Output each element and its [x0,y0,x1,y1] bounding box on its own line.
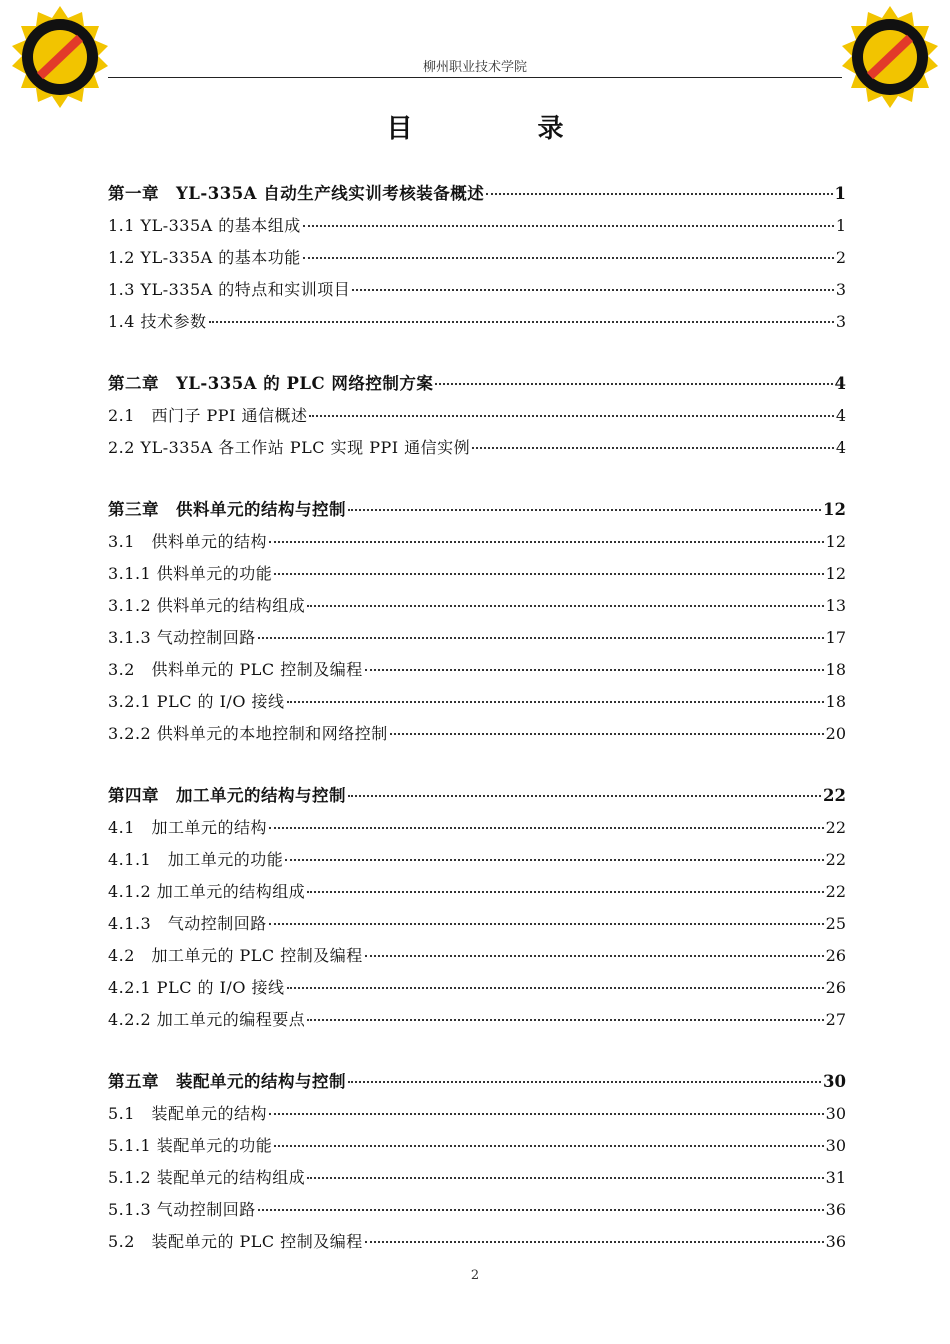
toc-entry-page: 22 [823,786,846,805]
toc-entry-label: 5.1.3 气动控制回路 [108,1200,256,1219]
toc-entry[interactable] [108,558,846,590]
toc-leader-dots [258,1209,824,1211]
toc-chapter-entry[interactable] [108,1066,846,1098]
toc-entry-label: 5.1.2 装配单元的结构组成 [108,1168,306,1187]
toc-chapter-entry[interactable] [108,780,846,812]
toc-entry-label: 2.2 YL-335A 各工作站 PLC 实现 PPI 通信实例 [108,438,471,457]
toc-entry-page: 3 [835,280,846,299]
toc-entry-label: 第一章 YL-335A 自动生产线实训考核装备概述 [108,184,485,203]
toc-entry-page: 30 [823,1072,846,1091]
toc-entry[interactable] [108,686,846,718]
toc-leader-dots [486,193,832,195]
toc-entry[interactable] [108,1130,846,1162]
toc-leader-dots [307,891,823,893]
toc-entry-page: 4 [835,438,846,457]
toc-entry-page: 12 [823,500,846,519]
toc-entry-label: 1.1 YL-335A 的基本组成 [108,216,301,235]
toc-entry-page: 18 [825,660,846,679]
page-number: 2 [470,1268,480,1283]
toc-leader-dots [303,257,834,259]
toc-leader-dots [303,225,834,227]
toc-entry-page: 2 [835,248,846,267]
toc-leader-dots [269,541,824,543]
toc-entry[interactable] [108,1194,846,1226]
toc-entry-page: 22 [825,850,846,869]
toc-entry[interactable] [108,718,846,750]
toc-entry[interactable] [108,844,846,876]
toc-leader-dots [285,859,823,861]
toc-leader-dots [274,573,823,575]
toc-entry-page: 4 [834,374,846,393]
toc-entry-label: 4.1.3 气动控制回路 [108,914,267,933]
toc-entry[interactable] [108,1098,846,1130]
toc-entry-page: 18 [825,692,846,711]
toc-entry-label: 5.1.1 装配单元的功能 [108,1136,273,1155]
toc-leader-dots [287,987,824,989]
toc-entry[interactable] [108,876,846,908]
toc-entry-label: 第五章 装配单元的结构与控制 [108,1072,346,1091]
seal-logo-right [834,4,946,116]
toc-entry[interactable] [108,590,846,622]
toc-leader-dots [390,733,824,735]
toc-leader-dots [352,289,834,291]
toc-chapter-entry[interactable] [108,178,846,210]
toc-entry-page: 22 [825,882,846,901]
toc-entry-label: 5.2 装配单元的 PLC 控制及编程 [108,1232,363,1251]
toc-entry[interactable] [108,1162,846,1194]
toc-entry-page: 22 [825,818,846,837]
toc-leader-dots [209,321,834,323]
toc-entry-label: 第二章 YL-335A 的 PLC 网络控制方案 [108,374,434,393]
toc-entry[interactable] [108,210,846,242]
toc-entry[interactable] [108,242,846,274]
toc-leader-dots [258,637,824,639]
toc-entry[interactable] [108,432,846,464]
toc-entry-label: 4.1 加工单元的结构 [108,818,267,837]
toc-entry-label: 3.2.1 PLC 的 I/O 接线 [108,692,285,711]
toc-entry-label: 1.3 YL-335A 的特点和实训项目 [108,280,351,299]
toc-leader-dots [348,509,821,511]
toc-entry-label: 4.2.2 加工单元的编程要点 [108,1010,306,1029]
toc-entry-page: 1 [834,184,846,203]
toc-entry-page: 31 [825,1168,846,1187]
toc-entry-label: 1.2 YL-335A 的基本功能 [108,248,301,267]
toc-entry-page: 30 [825,1104,846,1123]
toc-entry-page: 30 [825,1136,846,1155]
toc-entry-label: 4.2.1 PLC 的 I/O 接线 [108,978,285,997]
toc-entry-page: 26 [825,946,846,965]
toc-entry-label: 3.1 供料单元的结构 [108,532,267,551]
toc-entry-label: 第四章 加工单元的结构与控制 [108,786,346,805]
toc-entry-page: 13 [825,596,846,615]
toc-entry-label: 4.1.2 加工单元的结构组成 [108,882,306,901]
toc-entry-page: 1 [835,216,846,235]
toc-entry-label: 第三章 供料单元的结构与控制 [108,500,346,519]
toc-entry-page: 4 [835,406,846,425]
toc-leader-dots [307,1019,823,1021]
header-rule [108,77,842,78]
toc-entry-page: 26 [825,978,846,997]
toc-leader-dots [307,605,823,607]
toc-entry-page: 12 [825,564,846,583]
toc-chapter-entry[interactable] [108,494,846,526]
toc-entry-label: 2.1 西门子 PPI 通信概述 [108,406,308,425]
toc-leader-dots [269,923,824,925]
toc-entry-label: 3.1.2 供料单元的结构组成 [108,596,306,615]
toc-leader-dots [348,795,821,797]
toc-leader-dots [365,669,824,671]
toc-leader-dots [287,701,824,703]
toc-entry[interactable] [108,1226,846,1258]
toc-entry-label: 3.1.3 气动控制回路 [108,628,256,647]
toc-entry[interactable] [108,940,846,972]
page-header: 柳州职业技术学院 [422,60,527,75]
toc-leader-dots [435,383,832,385]
toc-leader-dots [269,827,824,829]
toc-entry[interactable] [108,1004,846,1036]
toc-entry-label: 5.1 装配单元的结构 [108,1104,267,1123]
toc-leader-dots [309,415,833,417]
toc-leader-dots [365,955,824,957]
toc-entry-page: 36 [825,1200,846,1219]
toc-entry-page: 17 [825,628,846,647]
toc-entry-label: 3.2 供料单元的 PLC 控制及编程 [108,660,363,679]
toc-entry[interactable] [108,274,846,306]
toc-entry-page: 3 [835,312,846,331]
toc-entry-page: 25 [825,914,846,933]
toc-leader-dots [274,1145,823,1147]
toc-entry-page: 36 [825,1232,846,1251]
toc-entry[interactable] [108,654,846,686]
toc-entry-label: 3.2.2 供料单元的本地控制和网络控制 [108,724,388,743]
toc-leader-dots [472,447,834,449]
toc-entry[interactable] [108,908,846,940]
toc-entry-label: 4.2 加工单元的 PLC 控制及编程 [108,946,363,965]
toc-entry-label: 1.4 技术参数 [108,312,207,331]
toc-leader-dots [307,1177,823,1179]
toc-chapter-entry[interactable] [108,368,846,400]
toc-leader-dots [269,1113,824,1115]
toc-entry[interactable] [108,306,846,338]
toc-entry[interactable] [108,400,846,432]
seal-logo-left [4,4,116,116]
toc-entry-page: 27 [825,1010,846,1029]
toc-leader-dots [348,1081,821,1083]
table-of-contents [108,178,846,1258]
toc-leader-dots [365,1241,824,1243]
toc-entry[interactable] [108,972,846,1004]
toc-entry-label: 4.1.1 加工单元的功能 [108,850,284,869]
toc-entry-page: 20 [825,724,846,743]
toc-entry-label: 3.1.1 供料单元的功能 [108,564,273,583]
toc-entry[interactable] [108,526,846,558]
page-title: 目 录 [386,114,622,144]
toc-entry[interactable] [108,622,846,654]
toc-entry[interactable] [108,812,846,844]
toc-entry-page: 12 [825,532,846,551]
